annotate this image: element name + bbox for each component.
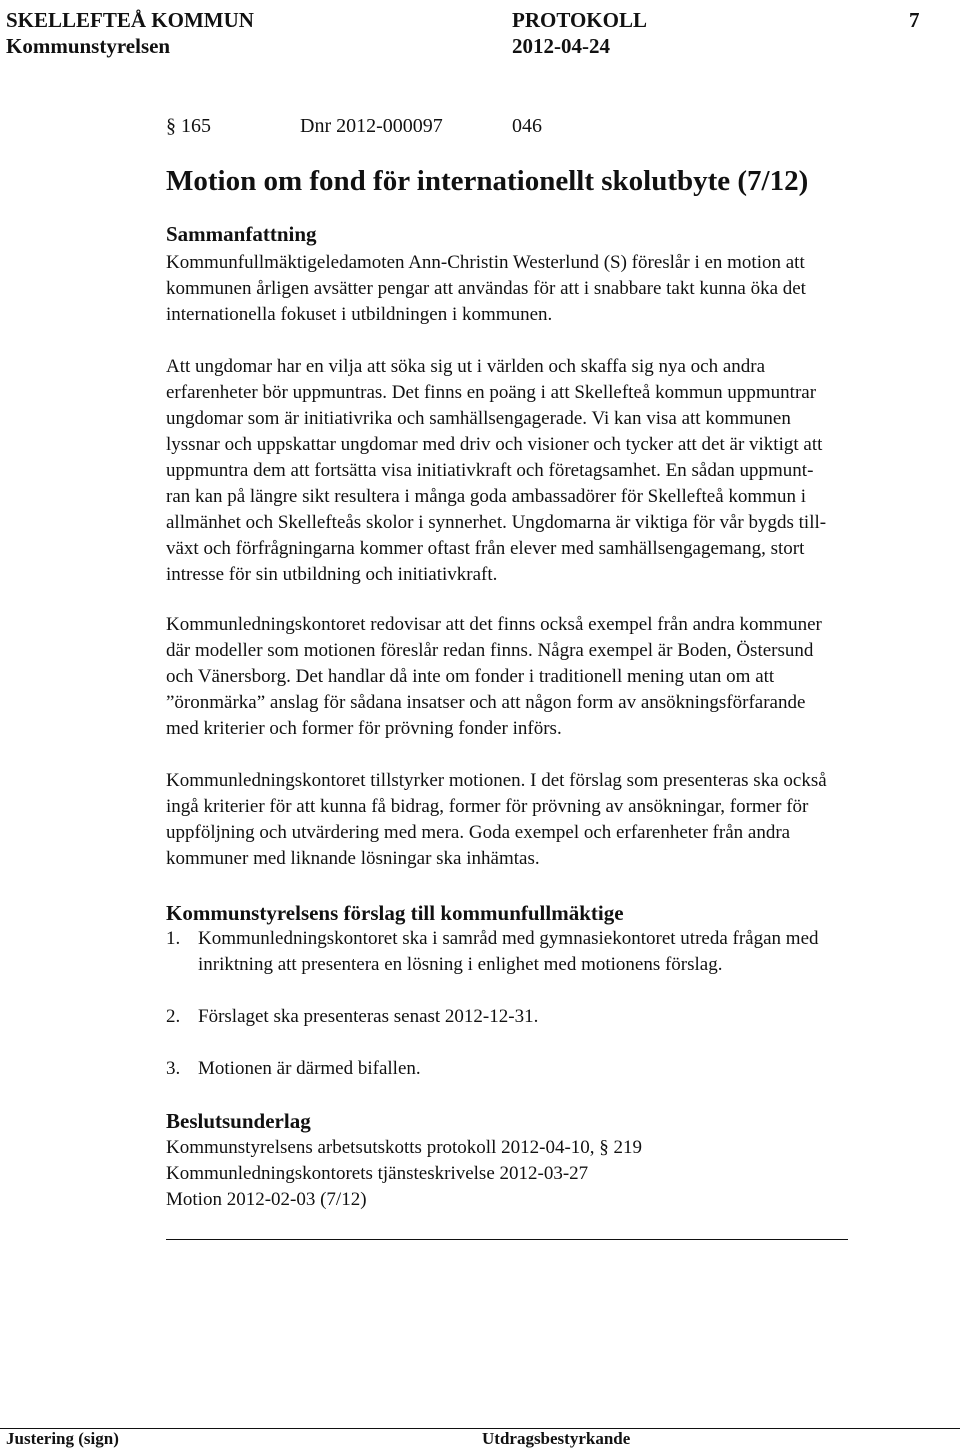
text-line: ran kan på längre sikt resultera i många goda ambassadörer för Skellefteå kommun i: [166, 486, 806, 507]
summary-paragraph-1: [166, 250, 956, 328]
text-line: ungdomar som är initiativrika och samhällsengagerade. Vi kan visa att kommunen: [166, 408, 791, 429]
justering-label: Justering (sign): [6, 1429, 119, 1448]
summary-heading: Sammanfattning: [166, 222, 317, 246]
case-dnr: Dnr 2012-000097: [300, 115, 443, 137]
page-number: 7: [909, 8, 920, 32]
footer-divider: [0, 1428, 960, 1429]
text-line: och Vänersborg. Det handlar då inte om fonder i traditionell mening utan om att: [166, 666, 775, 687]
summary-paragraph-3: [166, 612, 956, 742]
basis-item: Kommunledningskontorets tjänsteskrivelse 2012-03-27: [166, 1163, 589, 1184]
text-line: allmänhet och Skellefteås skolor i synnerhet. Ungdomarna är viktiga för vår bygds till-: [166, 512, 827, 533]
text-line: Kommunfullmäktigeledamoten Ann-Christin Westerlund (S) föreslår i en motion att: [166, 252, 805, 273]
text-line: ”öronmärka” anslag för sådana insatser och att någon form av ansökningsförfarande: [166, 692, 806, 713]
org-name: SKELLEFTEÅ KOMMUN: [6, 8, 254, 32]
text-line: kommuner med liknande lösningar ska inhämtas.: [166, 848, 540, 869]
basis-heading: Beslutsunderlag: [166, 1109, 311, 1133]
text-line: kommunen årligen avsätter pengar att användas för att i snabbare takt kunna öka det: [166, 278, 806, 299]
basis-item: Kommunstyrelsens arbetsutskotts protokoll 2012-04-10, § 219: [166, 1137, 643, 1158]
case-title: Motion om fond för internationellt skolutbyte (7/12): [166, 165, 809, 197]
text-line: där modeller som motionen föreslår redan finns. Några exempel är Boden, Östersund: [166, 640, 814, 661]
text-line: Kommunledningskontoret tillstyrker motionen. I det förslag som presenteras ska också: [166, 770, 827, 791]
case-code: 046: [512, 115, 542, 137]
text-line: intresse för sin utbildning och initiativkraft.: [166, 564, 498, 585]
text-line: växt och förfrågningarna kommer oftast från elever med samhällsengagemang, stort: [166, 538, 805, 559]
list-text-line: Kommunledningskontoret ska i samråd med gymnasiekontoret utreda frågan med: [198, 928, 819, 949]
text-line: uppföljning och utvärdering med mera. Goda exempel och erfarenheter från andra: [166, 822, 791, 843]
basis-list: [166, 1135, 956, 1213]
summary-paragraph-2: [166, 354, 956, 588]
text-line: lyssnar och uppskattar ungdomar med driv och visioner och tycker att det är viktigt att: [166, 434, 823, 455]
text-line: Att ungdomar har en vilja att söka sig ut i världen och skaffa sig nya och andra: [166, 356, 766, 377]
list-text-line: Förslaget ska presenteras senast 2012-12-31.: [198, 1006, 539, 1027]
list-text-line: inriktning att presentera en lösning i enlighet med motionens förslag.: [198, 954, 723, 975]
proposal-heading: Kommunstyrelsens förslag till kommunfullmäktige: [166, 901, 624, 925]
text-line: uppmuntra dem att fortsätta visa initiativkraft och företagsamhet. En sådan uppmunt-: [166, 460, 814, 481]
list-number: 2.: [166, 1006, 181, 1027]
issuing-body: Kommunstyrelsen: [6, 34, 171, 58]
meeting-date: 2012-04-24: [512, 34, 610, 58]
utdrag-label: Utdragsbestyrkande: [482, 1429, 631, 1448]
closing-divider: [166, 1239, 848, 1240]
text-line: Kommunledningskontoret redovisar att det finns också exempel från andra kommuner: [166, 614, 822, 635]
section-number: § 165: [166, 115, 211, 137]
list-text-line: Motionen är därmed bifallen.: [198, 1058, 421, 1079]
text-line: internationella fokuset i utbildningen i kommunen.: [166, 304, 553, 325]
text-line: erfarenheter bör uppmuntras. Det finns en poäng i att Skellefteå kommun uppmuntrar: [166, 382, 817, 403]
list-number: 1.: [166, 928, 181, 949]
summary-paragraph-4: [166, 768, 956, 872]
list-number: 3.: [166, 1058, 181, 1079]
basis-item: Motion 2012-02-03 (7/12): [166, 1189, 367, 1210]
text-line: med kriterier och former för prövning fonder införs.: [166, 718, 562, 739]
text-line: ingå kriterier för att kunna få bidrag, former för prövning av ansökningar, former för: [166, 796, 809, 817]
doc-type: PROTOKOLL: [512, 8, 647, 32]
